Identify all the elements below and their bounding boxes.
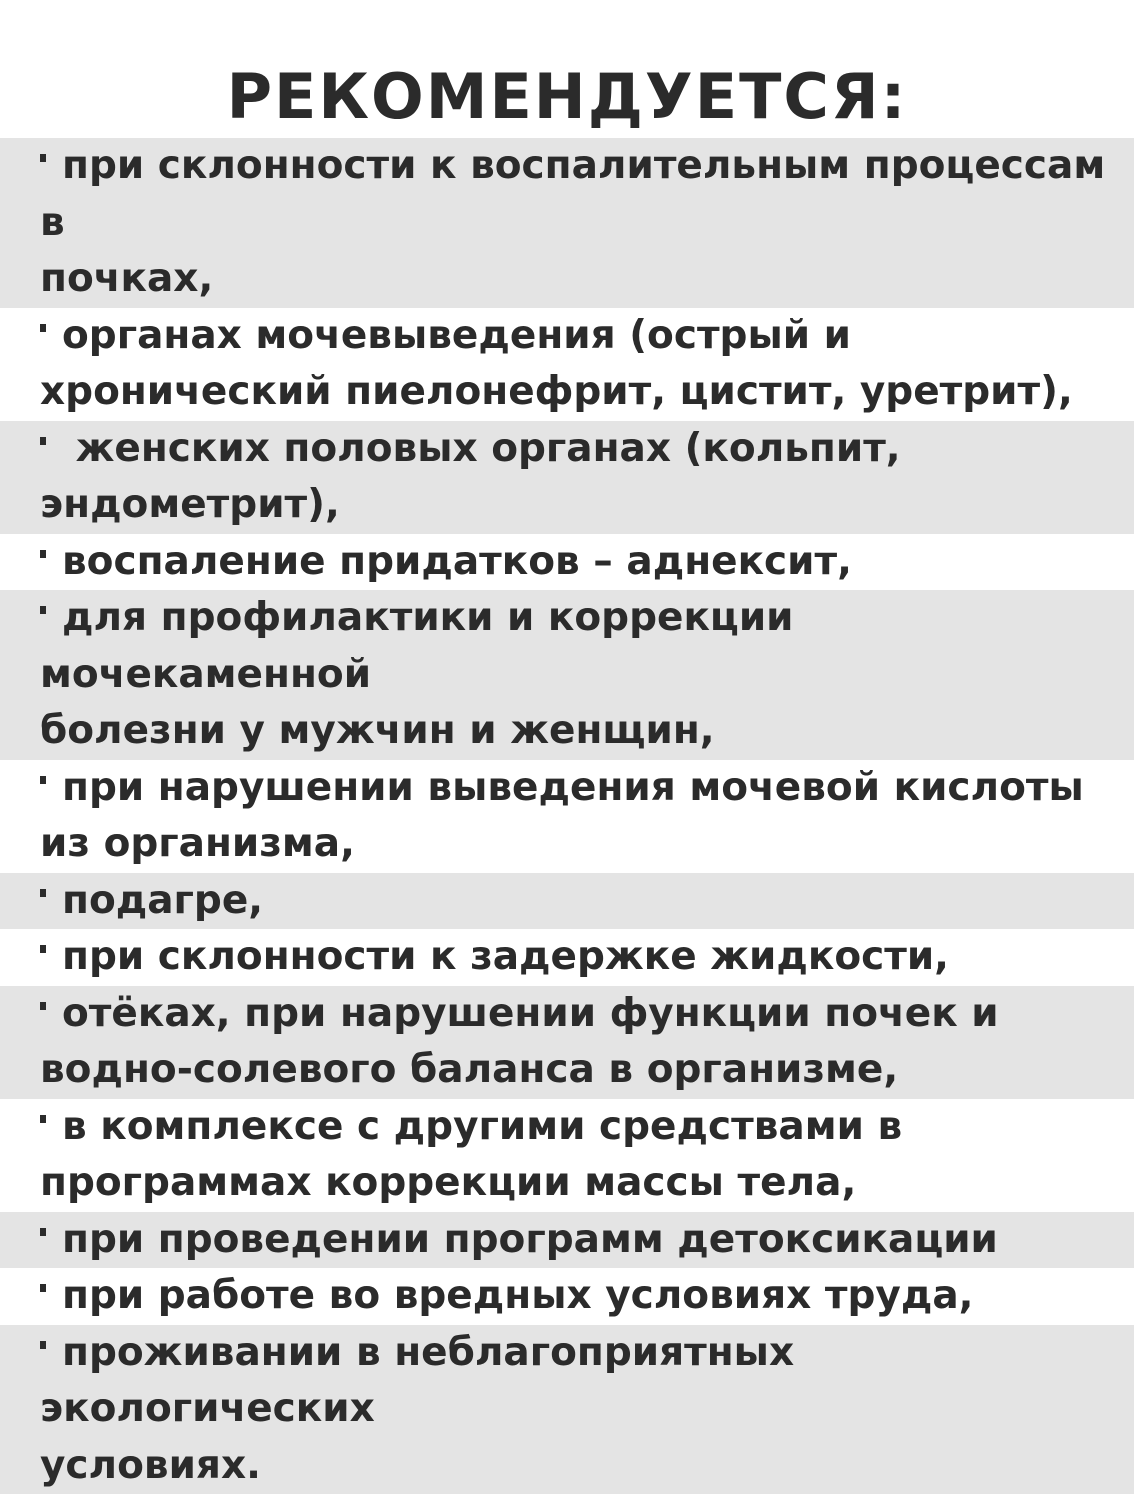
list-item-text: при проведении программ детоксикации — [62, 1216, 998, 1262]
list-item-13 — [0, 1325, 1134, 1495]
list-item-text: воспаление придатков – аднексит, — [62, 538, 852, 584]
recommendation-list — [0, 138, 1134, 1494]
square-bullet-icon — [40, 1002, 46, 1010]
list-item-text: органах мочевыведения (острый и хронический пиелонефрит, цистит, уретрит), — [40, 312, 1073, 414]
list-item-2 — [0, 308, 1134, 421]
square-bullet-icon — [40, 324, 46, 332]
list-item-6 — [0, 760, 1134, 873]
list-item-10 — [0, 1099, 1134, 1212]
list-item-3 — [0, 421, 1134, 534]
list-item-text: при работе во вредных условиях труда, — [62, 1273, 974, 1318]
list-item-7 — [0, 873, 1134, 930]
square-bullet-icon — [40, 1115, 46, 1123]
list-item-9 — [0, 986, 1134, 1099]
list-item-text: отёках, при нарушении функции почек и водно-солевого баланса в организме, — [40, 990, 999, 1092]
page-title: РЕКОМЕНДУЕТСЯ: — [226, 60, 908, 133]
list-item-text: подагре, — [62, 877, 264, 923]
list-item-text: при склонности к задержке жидкости, — [62, 934, 949, 979]
list-item-text: при склонности к воспалительным процессам в почках, — [40, 143, 1106, 301]
square-bullet-icon — [40, 945, 46, 953]
list-item-text: женских половых органах (кольпит, эндометрит), — [40, 425, 901, 527]
list-item-12 — [0, 1268, 1134, 1325]
list-item-1 — [0, 138, 1134, 308]
square-bullet-icon — [40, 1341, 46, 1349]
square-bullet-icon — [40, 1284, 46, 1292]
square-bullet-icon — [40, 606, 46, 614]
list-item-4 — [0, 534, 1134, 591]
list-item-5 — [0, 590, 1134, 760]
list-item-text: в комплексе с другими средствами в программах коррекции массы тела, — [40, 1103, 903, 1205]
list-item-text: для профилактики и коррекции мочекаменной болезни у мужчин и женщин, — [40, 595, 794, 753]
list-item-8 — [0, 929, 1134, 986]
square-bullet-icon — [40, 1228, 46, 1236]
list-item-text: при нарушении выведения мочевой кислоты из организма, — [40, 764, 1084, 866]
square-bullet-icon — [40, 550, 46, 558]
square-bullet-icon — [40, 776, 46, 784]
square-bullet-icon — [40, 154, 46, 162]
square-bullet-icon — [40, 437, 46, 445]
square-bullet-icon — [40, 889, 46, 897]
list-item-text: проживании в неблагоприятных экологических условиях. — [40, 1329, 795, 1488]
list-item-11 — [0, 1212, 1134, 1269]
